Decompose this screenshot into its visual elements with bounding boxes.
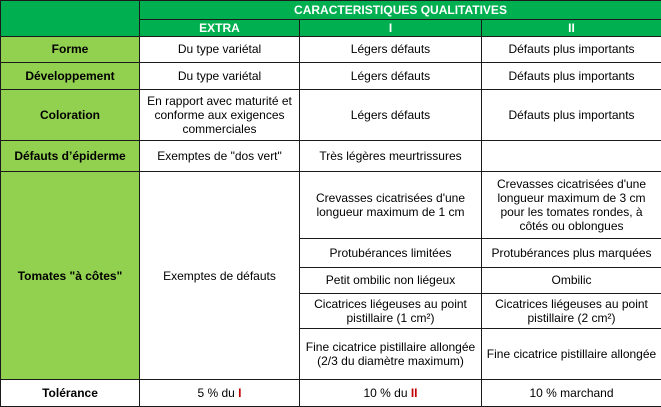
table-row [1,63,661,89]
cell-developpement-ii: Défauts plus importants [482,63,661,89]
cell-cotes-ombilic-i: Petit ombilic non liégeux [300,267,482,293]
column-header-extra: EXTRA [140,20,300,36]
table-row [1,171,661,238]
column-header-ii: II [482,20,661,36]
cell-epiderme-ii [482,141,661,172]
cell-epiderme-i: Très légères meurtrissures [300,141,482,172]
cell-epiderme-extra: Exemptes de "dos vert" [140,141,300,172]
cell-cotes-extra: Exemptes de défauts [140,171,300,380]
row-label-coloration: Coloration [1,89,140,141]
cell-tolerance-i [300,380,482,407]
column-header-i: I [300,20,482,36]
row-label-developpement: Développement [1,63,140,89]
row-label-tolerance: Tolérance [1,380,140,407]
header-corner [1,1,140,37]
cell-cotes-cicatrices-ii: Cicatrices liégeuses au point pistillaire (2 cm²) [482,294,661,329]
table-row [1,141,661,172]
cell-cotes-protuberances-i: Protubérances limitées [300,239,482,267]
tolerance-i-text: 10 % du [363,386,411,401]
cell-cotes-ombilic-ii: Ombilic [482,267,661,293]
cell-tolerance-ii: 10 % marchand [482,380,661,407]
table-row [1,89,661,141]
row-label-forme: Forme [1,36,140,62]
table-row [1,36,661,62]
cell-cotes-protuberances-ii: Protubérances plus marquées [482,239,661,267]
cell-coloration-i: Légers défauts [300,89,482,141]
cell-forme-i: Légers défauts [300,36,482,62]
cell-coloration-ii: Défauts plus importants [482,89,661,141]
cell-developpement-i: Légers défauts [300,63,482,89]
row-label-epiderme: Défauts d’épiderme [1,141,140,172]
row-label-cotes: Tomates "à côtes" [1,171,140,380]
table-title: CARACTERISTIQUES QUALITATIVES [140,1,661,20]
cell-forme-extra: Du type variétal [140,36,300,62]
table-row [1,380,661,407]
tolerance-i-reference: II [410,386,418,401]
cell-coloration-extra: En rapport avec maturité et conforme aux exigences commerciales [140,89,300,141]
cell-cotes-crevasses-i: Crevasses cicatrisées d'une longueur maximum de 1 cm [300,171,482,238]
cell-developpement-extra: Du type variétal [140,63,300,89]
cell-tolerance-extra [140,380,300,407]
tolerance-extra-text: 5 % du [197,386,239,401]
cell-cotes-crevasses-ii: Crevasses cicatrisées d'une longueur maximum de 3 cm pour les tomates rondes, à côtés ou oblongues [482,171,661,238]
cell-forme-ii: Défauts plus importants [482,36,661,62]
tolerance-extra-reference: I [238,386,242,401]
cell-cotes-cicatrices-i: Cicatrices liégeuses au point pistillaire (1 cm²) [300,294,482,329]
cell-cotes-fine-cicatrice-ii: Fine cicatrice pistillaire allongée [482,328,661,380]
cell-cotes-fine-cicatrice-i: Fine cicatrice pistillaire allongée (2/3 du diamètre maximum) [300,328,482,380]
